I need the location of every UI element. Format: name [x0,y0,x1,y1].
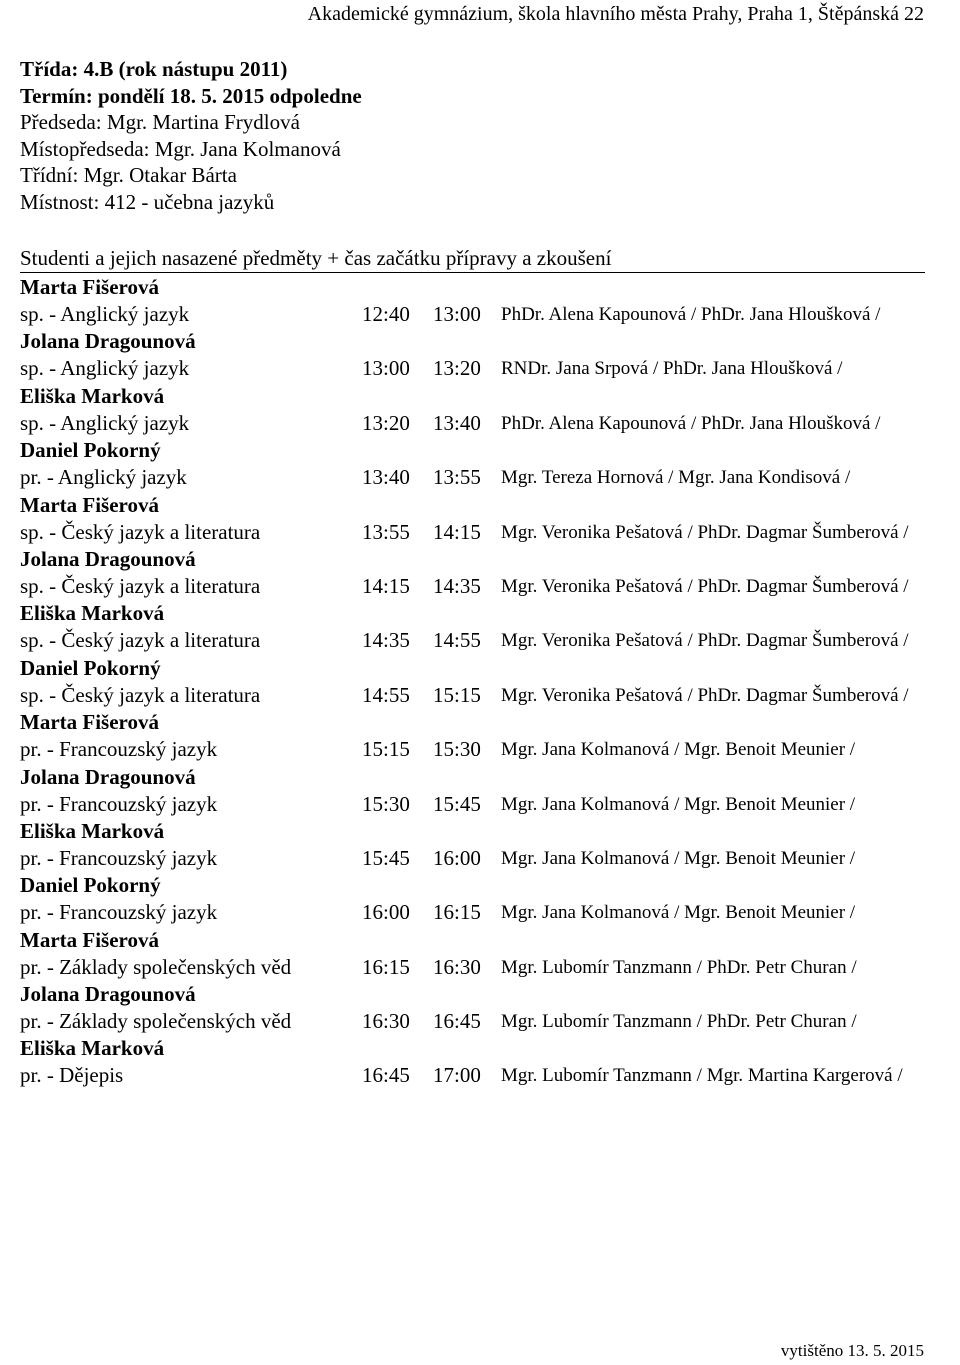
student-name: Eliška Marková [20,383,165,408]
examiners: Mgr. Veronika Pešatová / PhDr. Dagmar Šumberová / [501,575,909,597]
prep-start-time: 13:55 [362,519,410,544]
exam-start-time: 16:45 [433,1009,481,1034]
prep-start-time: 16:30 [362,1009,410,1034]
schedule-entry [20,764,960,818]
prep-start-time: 15:45 [362,845,410,870]
vice-chair-line: Místopředseda: Mgr. Jana Kolmanová [20,136,341,161]
examiners: Mgr. Jana Kolmanová / Mgr. Benoit Meunier / [501,793,856,815]
exam-detail-row [20,682,960,709]
examiners: Mgr. Tereza Hornová / Mgr. Jana Kondisová / [501,467,851,489]
prep-start-time: 16:45 [362,1063,410,1088]
exam-subject: pr. - Francouzský jazyk [20,845,218,870]
exam-start-time: 14:55 [433,628,481,653]
exam-detail-row [20,899,960,926]
prep-start-time: 16:00 [362,900,410,925]
student-name: Jolana Dragounová [20,329,196,354]
exam-start-time: 14:35 [433,573,481,598]
exam-subject: sp. - Český jazyk a literatura [20,628,261,653]
exam-start-time: 15:45 [433,791,481,816]
student-name: Eliška Marková [20,601,165,626]
prep-start-time: 13:00 [362,356,410,381]
exam-detail-row [20,1008,960,1035]
exam-subject: sp. - Anglický jazyk [20,410,190,435]
schedule-entry [20,437,960,491]
exam-subject: sp. - Anglický jazyk [20,356,190,381]
examiners: PhDr. Alena Kapounová / PhDr. Jana Hloušková / [501,304,881,325]
exam-subject: pr. - Základy společenských věd [20,954,292,979]
schedule-heading: Studenti a jejich nasazené předměty + čas začátku přípravy a zkoušení [20,245,925,273]
schedule-entry [20,981,960,1035]
exam-info [20,56,362,215]
prep-start-time: 13:40 [362,465,410,490]
student-name: Marta Fišerová [20,710,159,735]
date-line: Termín: pondělí 18. 5. 2015 odpoledne [20,83,362,108]
student-name: Jolana Dragounová [20,546,196,571]
prep-start-time: 14:15 [362,573,410,598]
chair-line: Předseda: Mgr. Martina Frydlová [20,110,300,134]
exam-start-time: 15:15 [433,682,481,707]
printed-date: vytištěno 13. 5. 2015 [780,1341,924,1360]
schedule-entry [20,818,960,872]
exam-detail-row [20,791,960,818]
exam-subject: pr. - Francouzský jazyk [20,737,218,762]
exam-start-time: 14:15 [433,519,481,544]
school-header: Akademické gymnázium, škola hlavního města Prahy, Praha 1, Štěpánská 22 [307,3,924,25]
exam-subject: sp. - Český jazyk a literatura [20,682,261,707]
class-teacher-line: Třídní: Mgr. Otakar Bárta [20,163,237,187]
examiners: Mgr. Jana Kolmanová / Mgr. Benoit Meunier / [501,739,856,761]
exam-subject: sp. - Český jazyk a literatura [20,519,261,544]
exam-subject: pr. - Francouzský jazyk [20,900,218,925]
exam-start-time: 15:30 [433,737,481,762]
prep-start-time: 14:55 [362,682,410,707]
class-line: Třída: 4.B (rok nástupu 2011) [20,57,288,81]
schedule-entry [20,600,960,654]
schedule-entry [20,927,960,981]
room-line: Místnost: 412 - učebna jazyků [20,189,275,214]
prep-start-time: 12:40 [362,302,410,326]
exam-detail-row [20,1062,960,1089]
exam-start-time: 16:30 [433,954,481,979]
examiners: Mgr. Veronika Pešatová / PhDr. Dagmar Šumberová / [501,521,909,543]
student-name: Jolana Dragounová [20,764,196,789]
examiners: Mgr. Lubomír Tanzmann / PhDr. Petr Churan / [501,956,857,978]
examiners: Mgr. Veronika Pešatová / PhDr. Dagmar Šumberová / [501,630,909,652]
schedule-entry [20,872,960,926]
exam-start-time: 13:40 [433,410,481,435]
exam-subject: pr. - Základy společenských věd [20,1009,292,1034]
schedule-entry [20,655,960,709]
prep-start-time: 15:30 [362,791,410,816]
exam-subject: sp. - Anglický jazyk [20,302,190,326]
schedule-entry [20,546,960,600]
student-name: Daniel Pokorný [20,438,161,463]
exam-detail-row [20,301,960,328]
exam-detail-row [20,627,960,654]
schedule-entry [20,492,960,546]
exam-start-time: 13:20 [433,356,481,381]
exam-detail-row [20,464,960,491]
exam-detail-row [20,410,960,437]
exam-start-time: 16:15 [433,900,481,925]
examiners: Mgr. Jana Kolmanová / Mgr. Benoit Meunier / [501,847,856,869]
student-name: Marta Fišerová [20,275,159,299]
student-name: Daniel Pokorný [20,873,161,898]
exam-subject: pr. - Anglický jazyk [20,465,187,490]
exam-start-time: 13:00 [433,302,481,326]
examiners: RNDr. Jana Srpová / PhDr. Jana Hloušková / [501,358,843,380]
examiners: Mgr. Lubomír Tanzmann / PhDr. Petr Churan / [501,1011,857,1033]
exam-detail-row [20,736,960,763]
prep-start-time: 15:15 [362,737,410,762]
prep-start-time: 14:35 [362,628,410,653]
schedule-entry [20,274,960,328]
student-name: Eliška Marková [20,1036,165,1061]
exam-start-time: 16:00 [433,845,481,870]
schedule-entry [20,1035,960,1089]
examiners: Mgr. Veronika Pešatová / PhDr. Dagmar Šumberová / [501,684,909,706]
prep-start-time: 13:20 [362,410,410,435]
exam-detail-row [20,573,960,600]
student-name: Marta Fišerová [20,492,159,517]
exam-subject: pr. - Dějepis [20,1063,124,1088]
prep-start-time: 16:15 [362,954,410,979]
exam-detail-row [20,355,960,382]
exam-start-time: 17:00 [433,1063,481,1088]
examiners: Mgr. Jana Kolmanová / Mgr. Benoit Meunier / [501,902,856,924]
examiners: PhDr. Alena Kapounová / PhDr. Jana Hloušková / [501,412,881,434]
schedule-entry [20,383,960,437]
student-name: Jolana Dragounová [20,982,196,1007]
exam-detail-row [20,845,960,872]
student-name: Marta Fišerová [20,927,159,952]
student-name: Daniel Pokorný [20,655,161,680]
exam-detail-row [20,519,960,546]
exam-detail-row [20,954,960,981]
student-name: Eliška Marková [20,818,165,843]
exam-subject: sp. - Český jazyk a literatura [20,573,261,598]
schedule-list [20,274,960,1090]
schedule-entry [20,328,960,382]
exam-start-time: 13:55 [433,465,481,490]
schedule-entry [20,709,960,763]
exam-subject: pr. - Francouzský jazyk [20,791,218,816]
examiners: Mgr. Lubomír Tanzmann / Mgr. Martina Kargerová / [501,1065,903,1087]
